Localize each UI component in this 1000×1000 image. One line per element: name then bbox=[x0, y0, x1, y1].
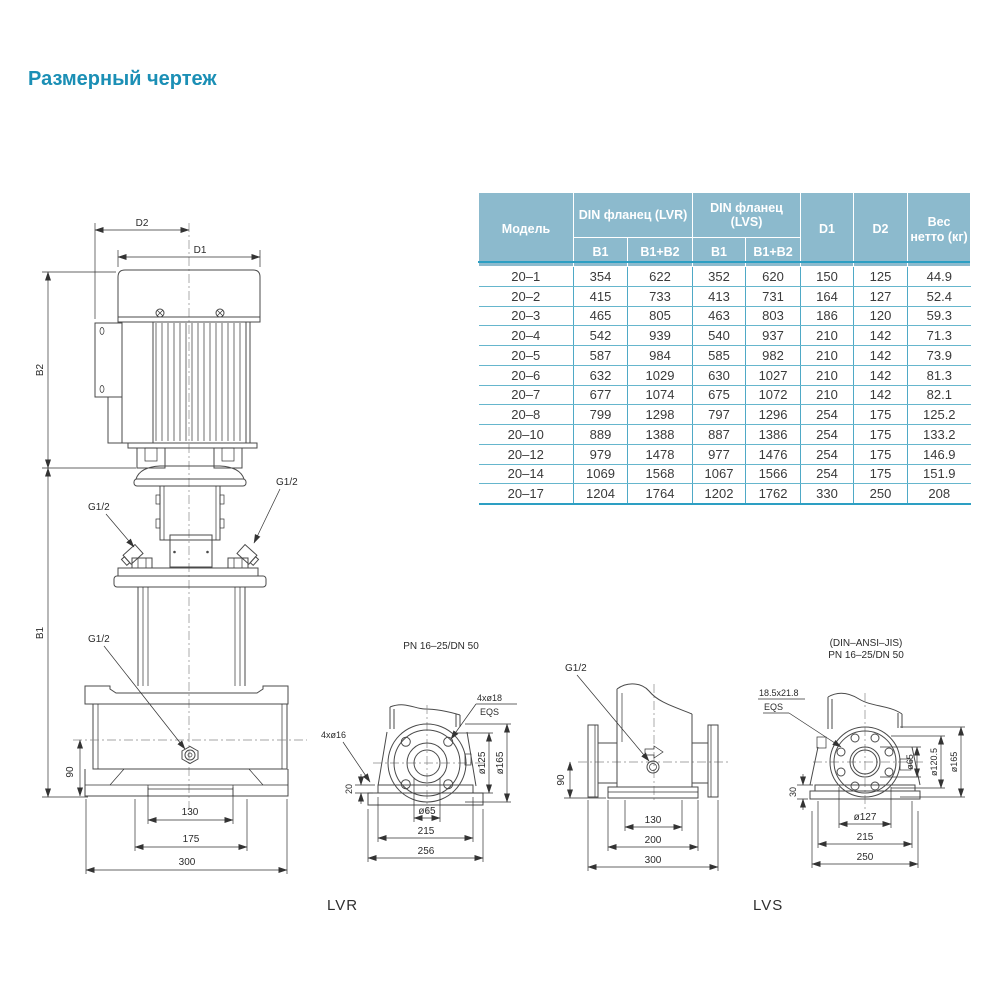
table-cell-weight: 52.4 bbox=[908, 286, 971, 306]
table-row bbox=[479, 405, 971, 425]
side-g12-label: G1/2 bbox=[565, 663, 587, 674]
table-cell-d2: 175 bbox=[854, 464, 908, 484]
table-row bbox=[479, 286, 971, 306]
dim-label-d2: D2 bbox=[135, 218, 149, 229]
dim-label-b2: B2 bbox=[35, 363, 46, 377]
table-cell-d1: 254 bbox=[801, 425, 854, 445]
lvr-view-title: PN 16–25/DN 50 bbox=[403, 641, 479, 652]
table-cell-weight: 81.3 bbox=[908, 365, 971, 385]
table-cell-lvs_b1b2: 1027 bbox=[746, 365, 801, 385]
table-cell-lvs_b1: 797 bbox=[693, 405, 746, 425]
table-cell-model: 20–1 bbox=[479, 267, 574, 287]
lvs-dim-30: 30 bbox=[788, 786, 798, 798]
table-cell-lvs_b1: 413 bbox=[693, 286, 746, 306]
lvs-holes-label: 18.5x21.8 bbox=[759, 688, 799, 698]
table-cell-d1: 254 bbox=[801, 405, 854, 425]
table-cell-weight: 151.9 bbox=[908, 464, 971, 484]
col-header-lvr-group: DIN фланец (LVR) bbox=[574, 193, 693, 238]
table-cell-weight: 125.2 bbox=[908, 405, 971, 425]
spec-table bbox=[478, 192, 971, 505]
table-cell-d1: 210 bbox=[801, 365, 854, 385]
table-cell-lvs_b1b2: 1072 bbox=[746, 385, 801, 405]
table-cell-lvs_b1b2: 731 bbox=[746, 286, 801, 306]
drain-plug bbox=[182, 747, 198, 764]
drain-plug bbox=[647, 761, 659, 773]
col-header-model: Модель bbox=[479, 193, 574, 267]
table-cell-d2: 120 bbox=[854, 306, 908, 326]
dim-label-90: 90 bbox=[65, 766, 76, 778]
table-cell-d1: 150 bbox=[801, 267, 854, 287]
table-cell-model: 20–2 bbox=[479, 286, 574, 306]
table-row bbox=[479, 306, 971, 326]
lvr-dim-d125: ø125 bbox=[477, 751, 488, 775]
table-cell-d1: 254 bbox=[801, 444, 854, 464]
lvr-caption: LVR bbox=[327, 897, 359, 914]
spec-table-body bbox=[479, 267, 971, 505]
table-cell-d1: 330 bbox=[801, 484, 854, 504]
table-cell-lvs_b1: 540 bbox=[693, 326, 746, 346]
table-cell-lvr_b1b2: 622 bbox=[628, 267, 693, 287]
table-cell-lvr_b1b2: 1298 bbox=[628, 405, 693, 425]
table-cell-d1: 164 bbox=[801, 286, 854, 306]
table-cell-lvs_b1b2: 1296 bbox=[746, 405, 801, 425]
table-cell-d1: 210 bbox=[801, 326, 854, 346]
table-cell-lvr_b1b2: 733 bbox=[628, 286, 693, 306]
port-label-left: G1/2 bbox=[88, 502, 110, 513]
lvs-dim-250: 250 bbox=[856, 852, 874, 863]
pump-front-view-drawing bbox=[30, 195, 320, 885]
lvr-base-holes-label: 4xø16 bbox=[321, 730, 347, 740]
table-cell-lvr_b1b2: 984 bbox=[628, 346, 693, 366]
lvr-dimensions bbox=[321, 693, 517, 862]
lvr-flange-view-drawing bbox=[315, 635, 525, 885]
table-cell-d2: 142 bbox=[854, 365, 908, 385]
table-cell-lvr_b1: 979 bbox=[574, 444, 628, 464]
lvr-eqs-label: EQS bbox=[480, 707, 500, 717]
col-header-d2: D2 bbox=[854, 193, 908, 267]
pump-side-view-drawing bbox=[550, 650, 735, 880]
lvr-outline bbox=[368, 705, 485, 813]
lvs-dimensions bbox=[758, 688, 965, 868]
col-header-lvs-b1b2: B1+B2 bbox=[746, 238, 801, 267]
lvs-dim-215: 215 bbox=[856, 832, 874, 843]
table-cell-lvs_b1: 352 bbox=[693, 267, 746, 287]
side-dimensions bbox=[556, 663, 718, 871]
spec-table-header bbox=[479, 193, 971, 267]
table-cell-lvr_b1: 542 bbox=[574, 326, 628, 346]
terminal-box bbox=[95, 323, 122, 397]
lvs-view-title-2: PN 16–25/DN 50 bbox=[828, 650, 904, 661]
table-cell-lvs_b1b2: 803 bbox=[746, 306, 801, 326]
side-dim-300: 300 bbox=[644, 855, 662, 866]
lvs-view-title-1: (DIN–ANSI–JIS) bbox=[829, 638, 903, 649]
table-cell-weight: 73.9 bbox=[908, 346, 971, 366]
table-cell-model: 20–3 bbox=[479, 306, 574, 326]
table-cell-lvs_b1b2: 1566 bbox=[746, 464, 801, 484]
table-cell-lvr_b1: 1069 bbox=[574, 464, 628, 484]
table-cell-lvs_b1: 463 bbox=[693, 306, 746, 326]
table-row bbox=[479, 484, 971, 504]
table-cell-d2: 175 bbox=[854, 444, 908, 464]
table-row bbox=[479, 385, 971, 405]
table-row bbox=[479, 365, 971, 385]
col-header-lvr-b1b2: B1+B2 bbox=[628, 238, 693, 267]
table-cell-d1: 210 bbox=[801, 385, 854, 405]
table-cell-lvs_b1: 977 bbox=[693, 444, 746, 464]
table-cell-lvr_b1: 889 bbox=[574, 425, 628, 445]
lvs-eqs-label: EQS bbox=[764, 702, 784, 712]
table-cell-model: 20–14 bbox=[479, 464, 574, 484]
lvs-caption: LVS bbox=[753, 897, 784, 914]
col-header-lvr-b1: B1 bbox=[574, 238, 628, 267]
table-cell-lvr_b1b2: 1764 bbox=[628, 484, 693, 504]
dim-label-d1: D1 bbox=[193, 245, 207, 256]
table-cell-lvs_b1b2: 937 bbox=[746, 326, 801, 346]
table-cell-lvr_b1b2: 939 bbox=[628, 326, 693, 346]
table-cell-weight: 71.3 bbox=[908, 326, 971, 346]
table-cell-lvs_b1b2: 620 bbox=[746, 267, 801, 287]
table-cell-model: 20–8 bbox=[479, 405, 574, 425]
table-cell-d2: 142 bbox=[854, 346, 908, 366]
table-header-rule bbox=[478, 261, 970, 263]
table-row bbox=[479, 464, 971, 484]
table-cell-lvs_b1b2: 1476 bbox=[746, 444, 801, 464]
lvr-holes-label: 4xø18 bbox=[477, 693, 503, 703]
table-cell-d2: 142 bbox=[854, 385, 908, 405]
lvs-flange-view-drawing bbox=[755, 635, 990, 885]
lvr-dim-256: 256 bbox=[417, 846, 435, 857]
port-label-right: G1/2 bbox=[276, 477, 298, 488]
table-cell-d1: 254 bbox=[801, 464, 854, 484]
col-header-weight: Вес нетто (кг) bbox=[908, 193, 971, 267]
lvs-dim-d165: ø165 bbox=[949, 751, 959, 773]
table-cell-d1: 186 bbox=[801, 306, 854, 326]
table-cell-lvr_b1b2: 805 bbox=[628, 306, 693, 326]
motor-screw-icon bbox=[156, 309, 224, 317]
table-cell-weight: 133.2 bbox=[908, 425, 971, 445]
lvs-dim-d65: ø65 bbox=[905, 754, 915, 770]
table-cell-lvr_b1: 632 bbox=[574, 365, 628, 385]
table-row bbox=[479, 326, 971, 346]
dim-label-b1: B1 bbox=[35, 626, 46, 640]
table-cell-d2: 142 bbox=[854, 326, 908, 346]
table-cell-model: 20–12 bbox=[479, 444, 574, 464]
drain-label: G1/2 bbox=[88, 634, 110, 645]
dim-label-175: 175 bbox=[182, 834, 200, 845]
table-cell-d2: 127 bbox=[854, 286, 908, 306]
table-cell-lvr_b1: 465 bbox=[574, 306, 628, 326]
table-cell-lvs_b1: 1067 bbox=[693, 464, 746, 484]
table-cell-lvs_b1: 887 bbox=[693, 425, 746, 445]
table-cell-lvs_b1b2: 982 bbox=[746, 346, 801, 366]
col-header-lvs-group: DIN фланец (LVS) bbox=[693, 193, 801, 238]
table-cell-lvr_b1: 415 bbox=[574, 286, 628, 306]
side-dim-200: 200 bbox=[644, 835, 662, 846]
table-cell-lvs_b1b2: 1386 bbox=[746, 425, 801, 445]
table-cell-lvs_b1: 1202 bbox=[693, 484, 746, 504]
table-cell-weight: 146.9 bbox=[908, 444, 971, 464]
table-cell-lvr_b1b2: 1568 bbox=[628, 464, 693, 484]
table-cell-lvs_b1: 630 bbox=[693, 365, 746, 385]
col-header-d1: D1 bbox=[801, 193, 854, 267]
table-cell-weight: 208 bbox=[908, 484, 971, 504]
table-row bbox=[479, 444, 971, 464]
table-cell-d2: 250 bbox=[854, 484, 908, 504]
pump-dimensions bbox=[35, 218, 298, 874]
table-cell-model: 20–17 bbox=[479, 484, 574, 504]
table-cell-d2: 175 bbox=[854, 405, 908, 425]
lvs-dim-d120: ø120.5 bbox=[929, 747, 939, 777]
table-cell-lvr_b1b2: 1029 bbox=[628, 365, 693, 385]
table-cell-lvs_b1b2: 1762 bbox=[746, 484, 801, 504]
motor-fins bbox=[156, 323, 240, 441]
table-cell-model: 20–4 bbox=[479, 326, 574, 346]
table-row bbox=[479, 346, 971, 366]
lvr-dim-d65: ø65 bbox=[418, 806, 436, 817]
table-cell-lvr_b1: 587 bbox=[574, 346, 628, 366]
table-cell-model: 20–7 bbox=[479, 385, 574, 405]
lvr-dim-d165: ø165 bbox=[495, 751, 506, 775]
col-header-lvs-b1: B1 bbox=[693, 238, 746, 267]
table-cell-lvs_b1: 675 bbox=[693, 385, 746, 405]
table-cell-d2: 175 bbox=[854, 425, 908, 445]
lvr-dim-20: 20 bbox=[344, 783, 354, 795]
table-cell-weight: 82.1 bbox=[908, 385, 971, 405]
table-cell-lvr_b1: 677 bbox=[574, 385, 628, 405]
table-cell-lvr_b1: 354 bbox=[574, 267, 628, 287]
table-cell-d2: 125 bbox=[854, 267, 908, 287]
lvs-outline bbox=[810, 693, 923, 810]
table-cell-model: 20–6 bbox=[479, 365, 574, 385]
table-cell-d1: 210 bbox=[801, 346, 854, 366]
table-cell-lvr_b1b2: 1388 bbox=[628, 425, 693, 445]
table-row bbox=[479, 267, 971, 287]
page-title: Размерный чертеж bbox=[28, 68, 217, 90]
table-cell-lvs_b1: 585 bbox=[693, 346, 746, 366]
lvs-dim-d127: ø127 bbox=[853, 812, 877, 823]
side-dim-130: 130 bbox=[644, 815, 662, 826]
table-row bbox=[479, 425, 971, 445]
table-cell-model: 20–5 bbox=[479, 346, 574, 366]
table-cell-lvr_b1b2: 1074 bbox=[628, 385, 693, 405]
side-dim-90: 90 bbox=[556, 774, 567, 786]
table-cell-lvr_b1b2: 1478 bbox=[628, 444, 693, 464]
dim-label-130: 130 bbox=[181, 807, 199, 818]
table-cell-model: 20–10 bbox=[479, 425, 574, 445]
side-outline bbox=[578, 684, 728, 802]
table-cell-weight: 44.9 bbox=[908, 267, 971, 287]
dim-label-300: 300 bbox=[178, 857, 196, 868]
table-cell-lvr_b1: 799 bbox=[574, 405, 628, 425]
table-cell-lvr_b1: 1204 bbox=[574, 484, 628, 504]
table-cell-weight: 59.3 bbox=[908, 306, 971, 326]
lvr-dim-215: 215 bbox=[417, 826, 435, 837]
